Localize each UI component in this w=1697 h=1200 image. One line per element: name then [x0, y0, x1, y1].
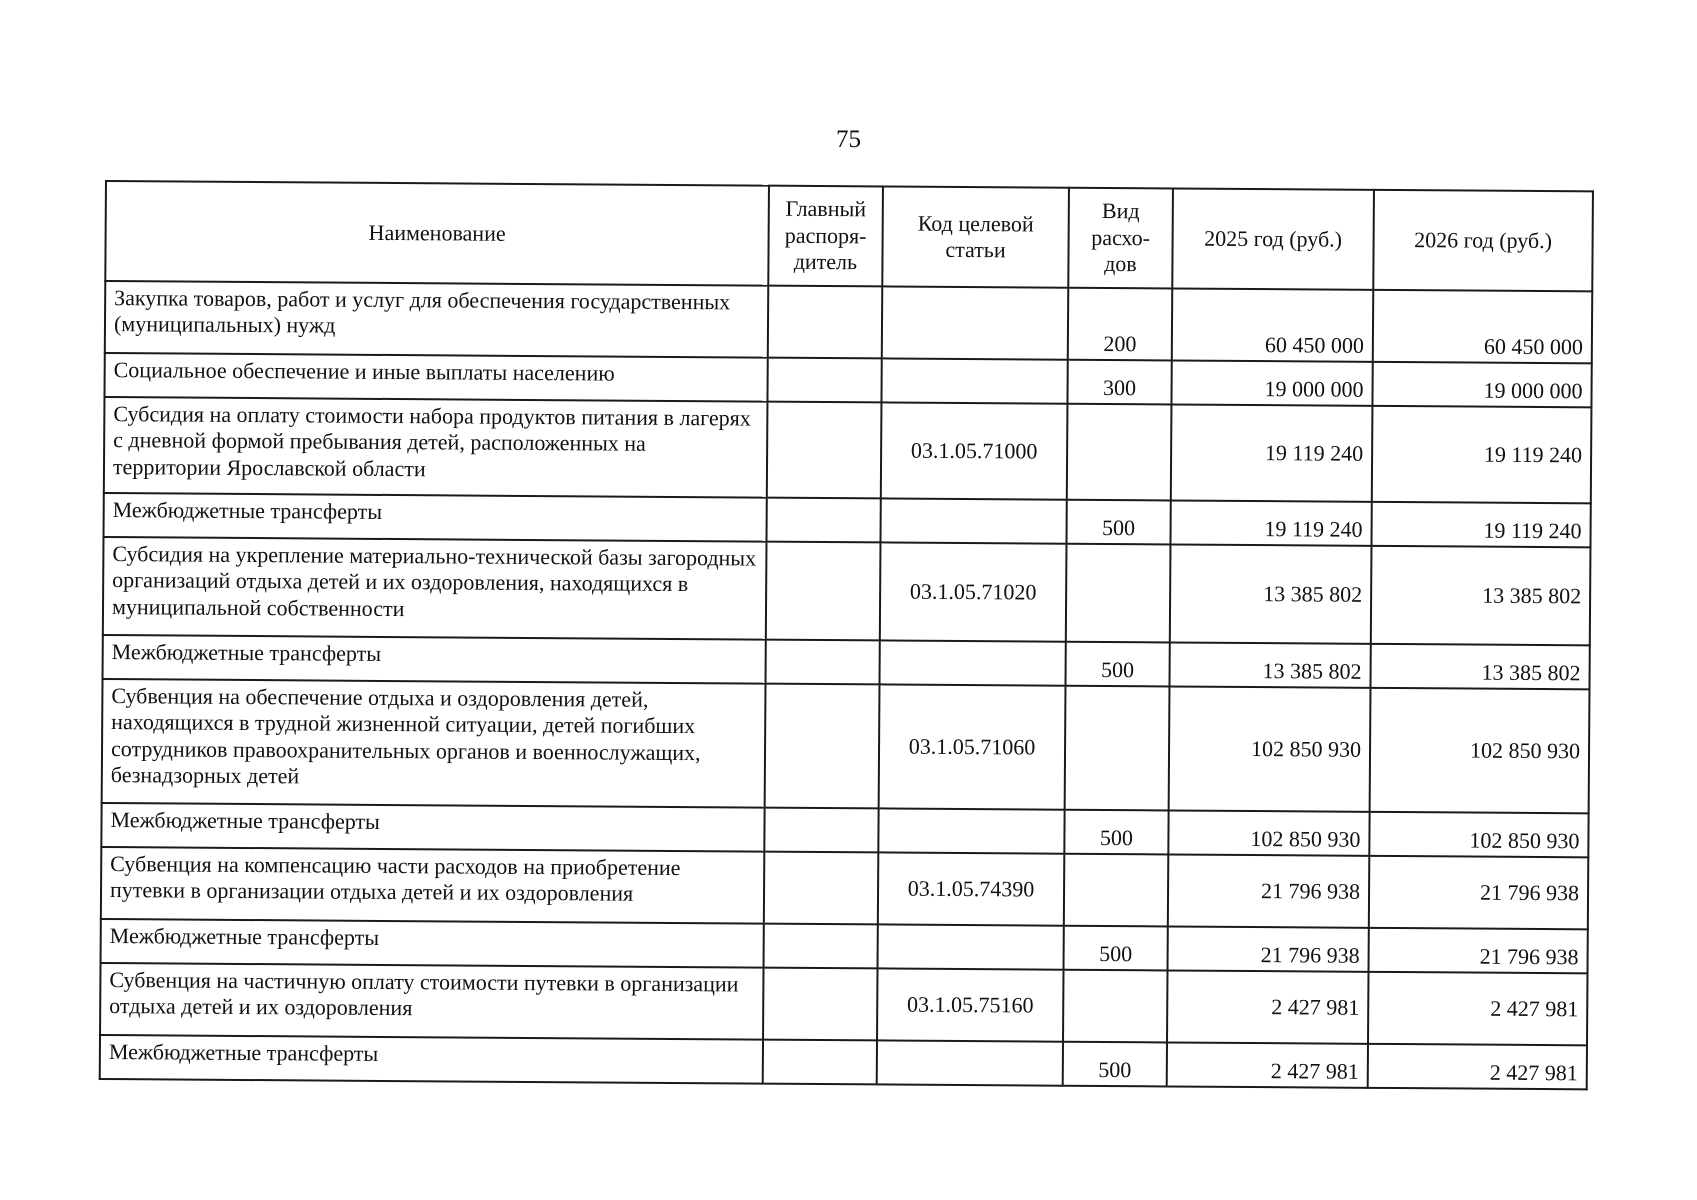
row-kind: 200	[1068, 288, 1173, 361]
row-2026: 21 796 938	[1369, 928, 1588, 974]
row-code: 03.1.05.71000	[881, 402, 1068, 499]
row-2025: 102 850 930	[1168, 810, 1369, 855]
table-row	[100, 1035, 1587, 1089]
table-row	[105, 281, 1592, 363]
row-2026: 102 850 930	[1370, 688, 1590, 814]
row-2026: 19 119 240	[1372, 406, 1592, 504]
table-row	[103, 537, 1591, 645]
row-2025: 13 385 802	[1170, 544, 1372, 643]
row-kind: 300	[1067, 360, 1171, 405]
row-kind: 500	[1065, 642, 1169, 687]
table-row	[102, 679, 1590, 813]
row-2026: 13 385 802	[1370, 644, 1589, 690]
row-manager	[766, 498, 880, 543]
row-2026: 13 385 802	[1371, 546, 1591, 646]
header-2025: 2025 год (руб.)	[1172, 188, 1374, 289]
row-kind: 500	[1064, 810, 1168, 855]
row-code	[880, 498, 1066, 543]
header-kind: Вид расхо-дов	[1068, 188, 1173, 289]
row-kind: 500	[1063, 1042, 1167, 1087]
row-manager	[764, 852, 878, 925]
row-kind: 500	[1066, 500, 1170, 545]
row-name: Субвенция на обеспечение отдыха и оздоровления детей, находящихся в трудной жизненной ситуации, детей погибших сотрудников правоохранительных органов и военнослужащих, безнадзорных детей	[102, 679, 766, 808]
budget-table	[99, 180, 1594, 1090]
row-code	[882, 286, 1068, 359]
row-2026: 19 119 240	[1371, 502, 1590, 548]
row-2025: 60 450 000	[1172, 288, 1373, 361]
row-manager	[764, 808, 878, 853]
row-manager	[763, 968, 877, 1041]
row-2025: 13 385 802	[1169, 642, 1370, 687]
row-manager	[763, 1040, 877, 1085]
header-code: Код целевой статьи	[882, 186, 1069, 287]
row-code: 03.1.05.71060	[879, 684, 1066, 809]
row-name: Межбюджетные трансферты	[101, 803, 764, 852]
table-row	[101, 847, 1588, 929]
row-name: Субсидия на укрепление материально-технической базы загородных организаций отдыха детей и их оздоровления, находящихся в муниципальной собственности	[103, 537, 767, 640]
row-manager	[767, 358, 881, 403]
row-name: Субвенция на компенсацию части расходов на приобретение путевки в организации отдыха детей и их оздоровления	[101, 847, 764, 924]
header-manager: Главный распоря-дитель	[768, 186, 883, 287]
header-2026: 2026 год (руб.)	[1373, 190, 1593, 292]
row-2025: 21 796 938	[1168, 854, 1369, 927]
row-2025: 2 427 981	[1167, 970, 1368, 1043]
row-kind	[1067, 404, 1172, 501]
row-code	[879, 640, 1065, 685]
row-manager	[765, 684, 880, 809]
row-kind	[1065, 686, 1170, 811]
row-code	[878, 924, 1064, 969]
table-header-row	[105, 181, 1593, 291]
page-number: 75	[836, 126, 861, 153]
row-name: Межбюджетные трансферты	[104, 493, 767, 542]
table-row	[104, 397, 1592, 503]
row-code	[878, 808, 1064, 853]
row-2026: 19 000 000	[1372, 362, 1591, 408]
row-manager	[768, 286, 882, 359]
row-manager	[766, 542, 881, 641]
row-kind: 500	[1064, 926, 1168, 971]
row-manager	[766, 640, 880, 685]
row-code	[881, 358, 1067, 403]
row-2026: 60 450 000	[1373, 290, 1592, 364]
row-name: Межбюджетные трансферты	[101, 919, 764, 968]
row-2025: 19 119 240	[1170, 500, 1371, 545]
row-2025: 102 850 930	[1169, 686, 1371, 811]
row-name: Межбюджетные трансферты	[103, 635, 766, 684]
row-2026: 21 796 938	[1369, 856, 1588, 930]
row-2025: 2 427 981	[1167, 1042, 1368, 1087]
row-code: 03.1.05.74390	[878, 852, 1064, 925]
row-name: Социальное обеспечение и иные выплаты населению	[104, 353, 767, 402]
row-2025: 19 119 240	[1171, 404, 1373, 501]
row-code: 03.1.05.71020	[880, 542, 1067, 641]
row-kind	[1064, 854, 1169, 927]
row-code	[877, 1040, 1063, 1085]
row-manager	[764, 924, 878, 969]
row-name: Межбюджетные трансферты	[100, 1035, 763, 1084]
row-2025: 21 796 938	[1168, 926, 1369, 971]
row-name: Субсидия на оплату стоимости набора продуктов питания в лагерях с дневной формой пребывания детей, расположенных на территории Ярославской области	[104, 397, 768, 498]
row-code: 03.1.05.75160	[877, 968, 1063, 1041]
row-kind	[1066, 544, 1171, 643]
row-manager	[767, 402, 882, 499]
header-name: Наименование	[105, 181, 769, 286]
table-row	[100, 963, 1587, 1045]
row-2025: 19 000 000	[1171, 360, 1372, 405]
row-2026: 102 850 930	[1369, 812, 1588, 858]
row-2026: 2 427 981	[1368, 972, 1587, 1046]
row-kind	[1063, 970, 1168, 1043]
row-name: Субвенция на частичную оплату стоимости путевки в организации отдыха детей и их оздоровления	[100, 963, 763, 1040]
budget-table-container	[99, 180, 1592, 1090]
row-name: Закупка товаров, работ и услуг для обеспечения государственных (муниципальных) нужд	[105, 281, 768, 358]
row-2026: 2 427 981	[1368, 1044, 1587, 1090]
